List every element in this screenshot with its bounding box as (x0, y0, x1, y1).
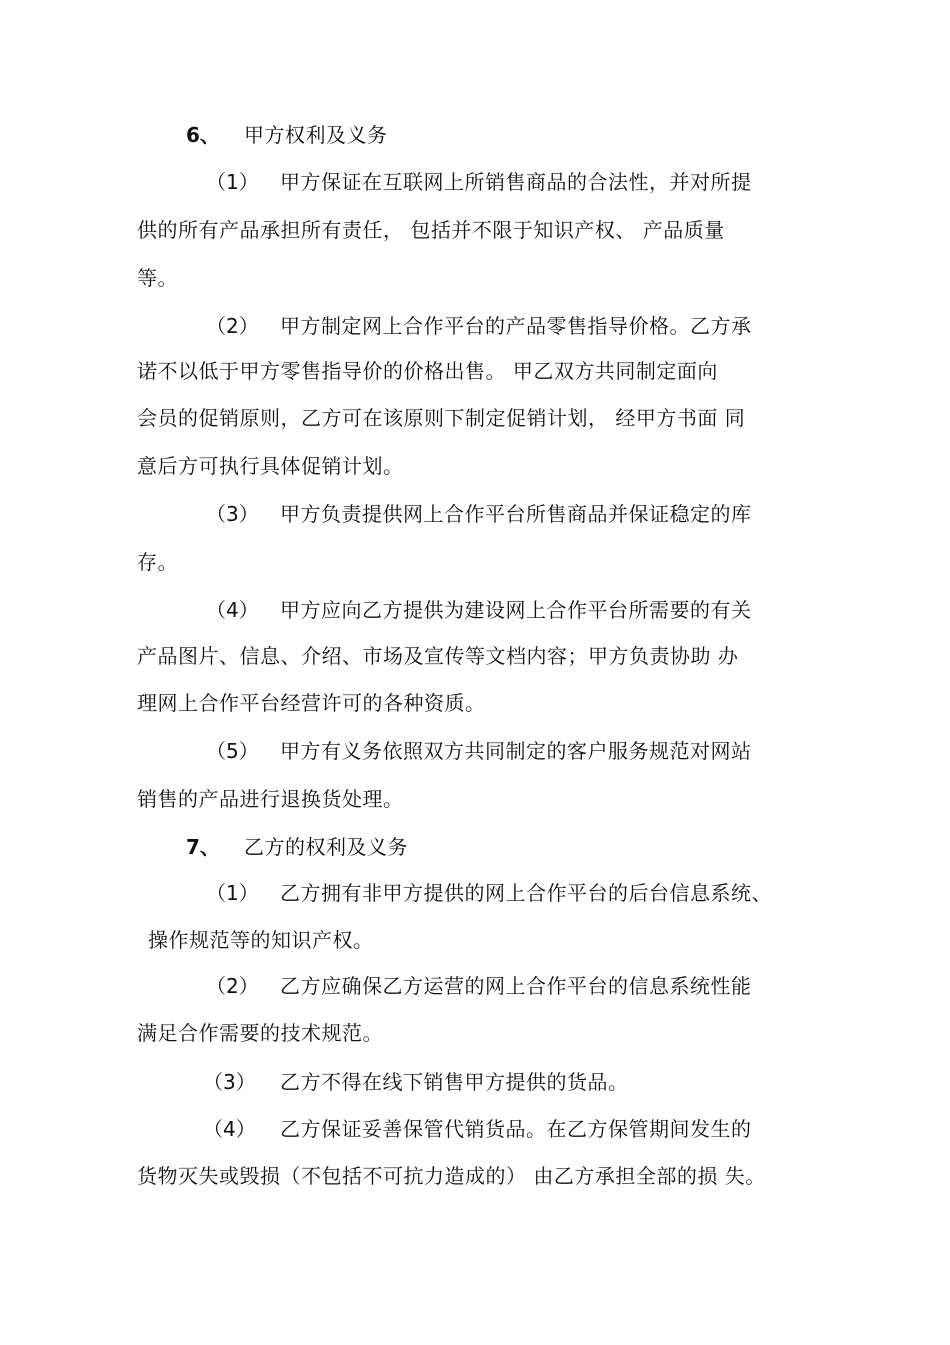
clause-7-2-line-1: 乙方应确保乙方运营的网上合作平台的信息系统性能 (280, 974, 752, 998)
section-7-title: 乙方的权利及义务 (244, 835, 408, 859)
section-6-title: 甲方权利及义务 (244, 123, 388, 147)
clause-6-1-line-1: 甲方保证在互联网上所销售商品的合法性，并对所提 (280, 170, 752, 194)
clause-6-3-marker: （3） (206, 502, 259, 526)
clause-7-3-marker: （3） (203, 1070, 256, 1094)
clause-7-4-line-1: 乙方保证妥善保管代销货品。在乙方保管期间发生的 (280, 1117, 752, 1141)
clause-6-1-line-2: 供的所有产品承担所有责任， 包括并不限于知识产权、 产品质量 (137, 218, 725, 242)
clause-6-1-marker: （1） (206, 170, 259, 194)
clause-6-2-marker: （2） (206, 314, 259, 338)
clause-6-2-line-3: 会员的促销原则，乙方可在该原则下制定促销计划， 经甲方书面 同 (137, 406, 746, 430)
clause-6-3-line-2: 存。 (137, 550, 178, 574)
clause-7-3-line-1: 乙方不得在线下销售甲方提供的货品。 (280, 1070, 629, 1094)
clause-7-4-line-2: 货物灭失或毁损（不包括不可抗力造成的） 由乙方承担全部的损 失。 (137, 1164, 766, 1188)
clause-6-4-line-2: 产品图片、信息、介绍、市场及宣传等文档内容；甲方负责协助 办 (137, 644, 739, 668)
clause-7-4-marker: （4） (203, 1117, 256, 1141)
clause-6-4-line-3: 理网上合作平台经营许可的各种资质。 (137, 691, 486, 715)
clause-6-4-marker: （4） (206, 598, 259, 622)
clause-7-1-line-2: 操作规范等的知识产权。 (148, 928, 374, 952)
section-6-number: 6、 (186, 123, 220, 147)
clause-7-1-marker: （1） (206, 881, 259, 905)
clause-6-3-line-1: 甲方负责提供网上合作平台所售商品并保证稳定的库 (280, 502, 752, 526)
clause-6-4-line-1: 甲方应向乙方提供为建设网上合作平台所需要的有关 (280, 598, 752, 622)
clause-6-2-line-2: 诺不以低于甲方零售指导价的价格出售。 甲乙双方共同制定面向 (137, 359, 718, 383)
clause-6-5-line-2: 销售的产品进行退换货处理。 (137, 787, 404, 811)
clause-6-1-line-3: 等。 (137, 266, 178, 290)
section-7-number: 7、 (186, 835, 220, 859)
clause-7-1-line-1: 乙方拥有非甲方提供的网上合作平台的后台信息系统、 (280, 881, 772, 905)
clause-6-2-line-1: 甲方制定网上合作平台的产品零售指导价格。乙方承 (280, 314, 752, 338)
clause-7-2-marker: （2） (206, 974, 259, 998)
clause-6-5-line-1: 甲方有义务依照双方共同制定的客户服务规范对网站 (280, 739, 752, 763)
clause-6-2-line-4: 意后方可执行具体促销计划。 (137, 454, 404, 478)
clause-7-2-line-2: 满足合作需要的技术规范。 (137, 1021, 383, 1045)
clause-6-5-marker: （5） (206, 739, 259, 763)
